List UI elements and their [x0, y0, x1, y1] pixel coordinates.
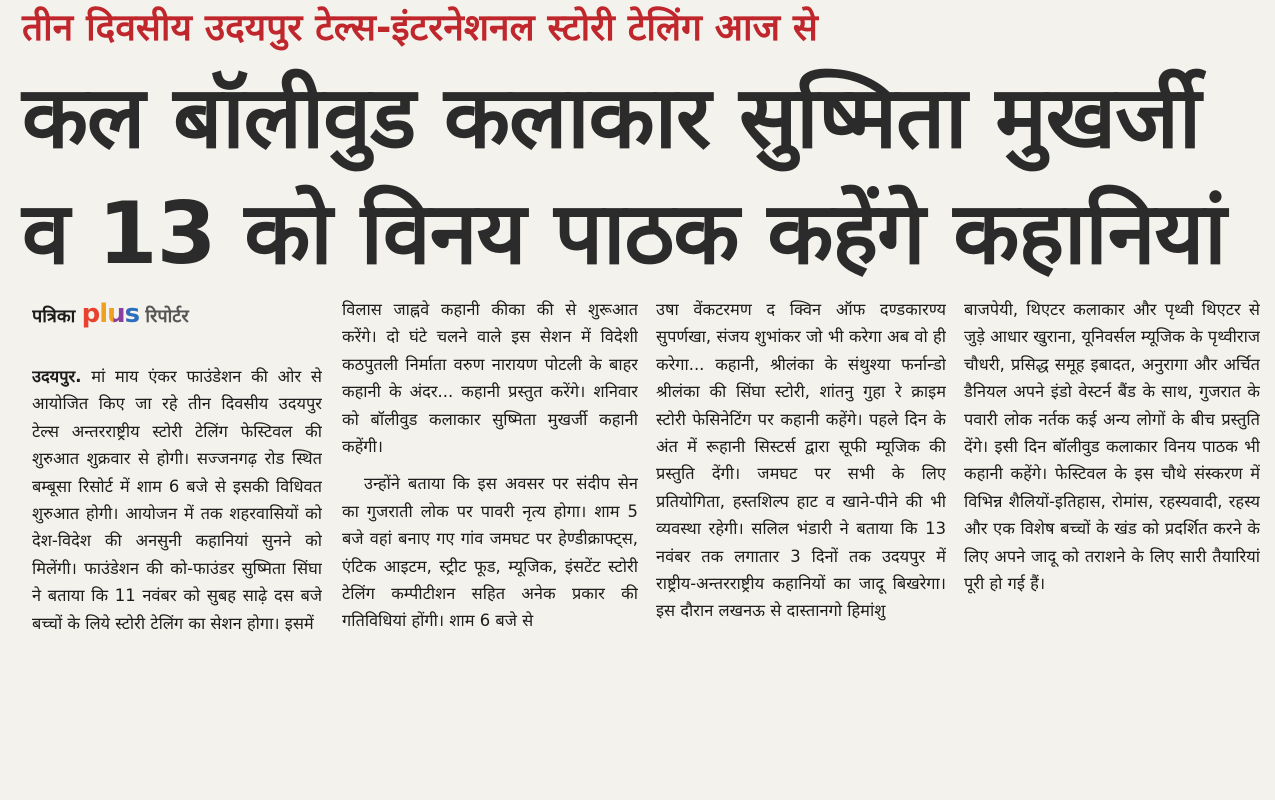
article-column-1	[32, 296, 322, 794]
article-paragraph: उन्होंने बताया कि इस अवसर पर संदीप सेन का गुजराती लोक पर पावरी नृत्य होगा। शाम 5 बजे वहां बनाए गए गांव जमघट पर हेण्डीक्राफ्ट्स, एंटिक आइटम, स्ट्रीट फूड, म्यूजिक, इंसटेंट स्टोरी टेलिंग कम्पीटीशन सहित अनेक प्रकार की गतिविधियां होंगी। शाम 6 बजे से	[342, 474, 638, 631]
paragraph-text: मां माय एंकर फाउंडेशन की ओर से आयोजित किए जा रहे तीन दिवसीय उदयपुर टेल्स अन्तरराष्ट्रीय स्टोरी टेलिंग फेस्टिवल की शुरुआत शुक्रवार से होगी। सज्जनगढ़ रोड स्थित बम्बूसा रिसोर्ट में शाम 6 बजे से इसकी विधिवत शुरुआत होगी। आयोजन में तक शहरवासियों को देश-विदेश की अनसुनी कहानियां सुनने को मिलेंगी। फाउंडेशन की को-फाउंडर सुष्मिता सिंघा ने बताया कि 11 नवंबर को सुबह साढ़े दस बजे बच्चों के लिये स्टोरी टेलिंग का सेशन होगा। इसमें	[32, 367, 322, 633]
article-column-3	[656, 296, 946, 794]
article-paragraph: बाजपेयी, थिएटर कलाकार और पृथ्वी थिएटर से जुड़े आधार खुराना, यूनिवर्सल म्यूजिक के पृथ्वीराज चौधरी, प्रसिद्ध समूह इबादत, अनुरागा और अर्चित डैनियल अपने इंडो वेस्टर्न बैंड के साथ, गुजरात के पवारी लोक नर्तक कई अन्य लोगों के बीच प्रस्तुति देंगे। इसी दिन बॉलीवुड कलाकार विनय पाठक भी कहानी कहेंगे। फेस्टिवल के इस चौथे संस्करण में विभिन्न शैलियों-इतिहास, रोमांस, रहस्यवादी, रहस्य और एक विशेष बच्चों के खंड को प्रदर्शित करने के लिए अपने जादू को तराशने के लिए सारी तैयारियां पूरी हो गई हैं।	[964, 300, 1260, 594]
article-paragraph: उषा वेंकटरमण द क्विन ऑफ दण्डकारण्य सुपर्णखा, संजय शुभांकर जो भी करेगा अब वो ही करेगा... कहानी, श्रीलंका के संथुश्या फर्नान्डो श्रीलंका की सिंघा स्टोरी, शांतनु गुहा रे क्राइम स्टोरी फेसिनेटिंग पर कहानी कहेंगे। पहले दिन के अंत में रूहानी सिस्टर्स द्वारा सूफी म्यूजिक की प्रस्तुति देंगी। जमघट पर सभी के लिए प्रतियोगिता, हस्तशिल्प हाट व खाने-पीने की भी व्यवस्था रहेगी। सलिल भंडारी ने बताया कि 13 नवंबर तक लगातार 3 दिनों तक उदयपुर में राष्ट्रीय-अन्तरराष्ट्रीय कहानियों का जादू बिखरेगा। इस दौरान लखनऊ से दास्तानगो हिमांशु	[656, 300, 946, 621]
main-headline-line-2: व 13 को विनय पाठक कहेंगे कहानियां	[22, 184, 1226, 284]
article-paragraph: विलास जाह्नवे कहानी कीका की से शुरूआत करेंगे। दो घंटे चलने वाले इस सेशन में विदेशी कठपुतली निर्माता वरुण नारायण पोटली के बाहर कहानी के अंदर... कहानी प्रस्तुत करेंगे। शनिवार को बॉलीवुड कलाकार सुष्मिता मुखर्जी कहानी कहेंगी।	[342, 300, 638, 457]
article-column-2	[342, 296, 638, 794]
article-paragraph	[32, 363, 322, 637]
byline-publication: पत्रिका	[32, 306, 76, 327]
kicker-headline: तीन दिवसीय उदयपुर टेल्स-इंटरनेशनल स्टोरी टेलिंग आज से	[22, 6, 818, 49]
article-column-4	[964, 296, 1260, 794]
dateline: उदयपुर.	[32, 367, 82, 386]
main-headline-line-1: कल बॉलीवुड कलाकार सुष्मिता मुखर्जी	[22, 68, 1201, 168]
plus-logo: plus	[81, 299, 140, 329]
byline	[32, 296, 322, 335]
byline-reporter: रिपोर्टर	[145, 306, 189, 327]
